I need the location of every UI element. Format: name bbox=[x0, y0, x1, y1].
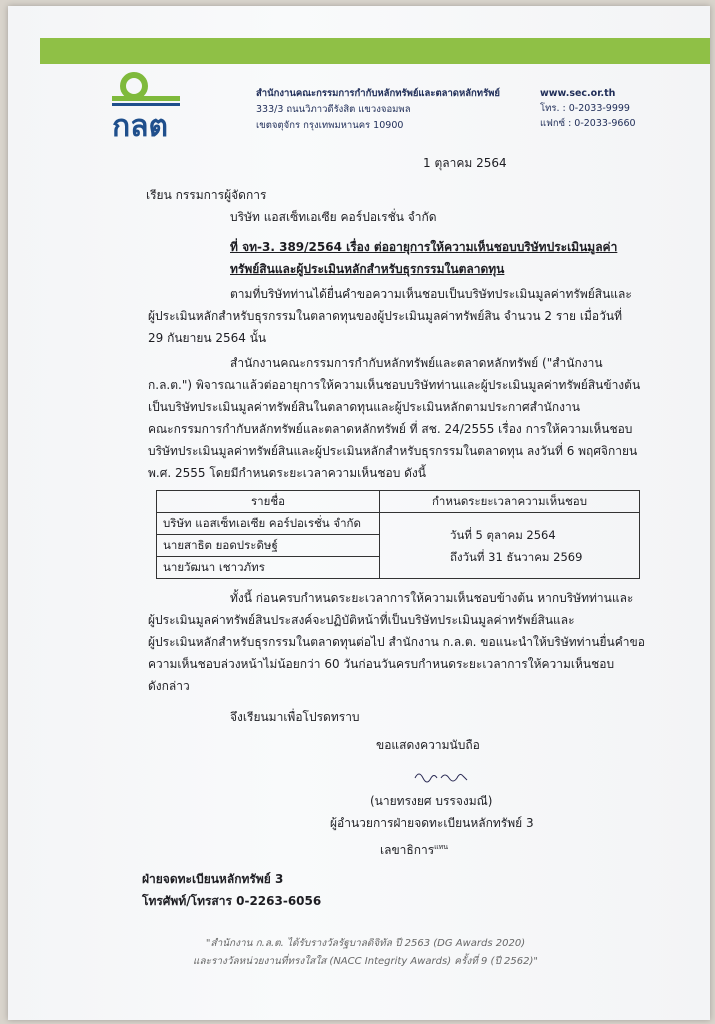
signer-title-secretary bbox=[380, 836, 448, 861]
para2-line: บริษัทประเมินมูลค่าทรัพย์สินและผู้ประเมินหลักสำหรับธุรกรรมในตลาดทุน ลงวันที่ 6 พฤศจิกายน bbox=[148, 444, 638, 458]
para2-line: สำนักงานคณะกรรมการกำกับหลักทรัพย์และตลาดหลักทรัพย์ ("สำนักงาน bbox=[230, 356, 603, 370]
approval-period-cell bbox=[380, 513, 640, 579]
sec-logo bbox=[108, 72, 188, 142]
secretary-label: เลขาธิการ bbox=[380, 843, 435, 857]
table-row-name: นายสาธิต ยอดประดิษฐ์ bbox=[157, 535, 380, 557]
regards: ขอแสดงความนับถือ bbox=[376, 738, 480, 752]
phone: โทร. : 0-2033-9999 bbox=[540, 103, 630, 114]
subject-line-2: ทรัพย์สินและผู้ประเมินหลักสำหรับธุรกรรมในตลาดทุน bbox=[230, 262, 505, 276]
table-row-name: บริษัท แอสเซ็ทเอเซีย คอร์ปอเรชั่น จำกัด bbox=[157, 513, 380, 535]
para2-line: คณะกรรมการกำกับหลักทรัพย์และตลาดหลักทรัพย์ ที่ สช. 24/2555 เรื่อง การให้ความเห็นชอบ bbox=[148, 422, 633, 436]
approval-table bbox=[156, 490, 640, 579]
org-name: สำนักงานคณะกรรมการกำกับหลักทรัพย์และตลาดหลักทรัพย์ bbox=[256, 88, 500, 99]
subject-line-1: ที่ จท-3. 389/2564 เรื่อง ต่ออายุการให้ความเห็นชอบบริษัทประเมินมูลค่า bbox=[230, 240, 618, 254]
para3-line: ความเห็นชอบล่วงหน้าไม่น้อยกว่า 60 วันก่อนวันครบกำหนดระยะเวลาการให้ความเห็นชอบ bbox=[148, 657, 615, 671]
svg-text:กลต: กลต bbox=[112, 109, 169, 142]
salutation: เรียน กรรมการผู้จัดการ bbox=[146, 188, 267, 202]
org-address-line2: เขตจตุจักร กรุงเทพมหานคร 10900 bbox=[256, 120, 404, 131]
para2-line: ก.ล.ต.") พิจารณาแล้วต่ออายุการให้ความเห็นชอบบริษัทท่านและผู้ประเมินมูลค่าทรัพย์สินข้างต้น bbox=[148, 378, 641, 392]
letter-date: 1 ตุลาคม 2564 bbox=[423, 156, 507, 170]
fax: แฟกซ์ : 0-2033-9660 bbox=[540, 118, 636, 129]
letter-page bbox=[8, 6, 710, 1020]
para2-line: เป็นบริษัทประเมินมูลค่าทรัพย์สินในตลาดทุนและผู้ประเมินหลักตามประกาศสำนักงาน bbox=[148, 400, 580, 414]
table-row-name: นายวัฒนา เชาวภัทร bbox=[157, 557, 380, 579]
para1-line: 29 กันยายน 2564 นั้น bbox=[148, 331, 267, 345]
period-end: ถึงวันที่ 31 ธันวาคม 2569 bbox=[450, 549, 583, 564]
closing: จึงเรียนมาเพื่อโปรดทราบ bbox=[230, 710, 360, 724]
org-block bbox=[256, 86, 500, 134]
contact-block bbox=[540, 86, 636, 131]
website: www.sec.or.th bbox=[540, 88, 616, 99]
award-note-line2: และรางวัลหน่วยงานที่ทรงใสใส (NACC Integrity Awards) ครั้งที่ 9 (ปี 2562)" bbox=[193, 956, 538, 967]
para3-line: ผู้ประเมินหลักสำหรับธุรกรรมในตลาดทุนต่อไป สำนักงาน ก.ล.ต. ขอแนะนำให้บริษัทท่านยื่นคำขอ bbox=[148, 635, 645, 649]
department-phone: โทรศัพท์/โทรสาร 0-2263-6056 bbox=[142, 894, 322, 908]
para3-line: ผู้ประเมินมูลค่าทรัพย์สินประสงค์จะปฏิบัติหน้าที่เป็นบริษัทประเมินมูลค่าทรัพย์สินและ bbox=[148, 613, 575, 627]
para1-line: ตามที่บริษัทท่านได้ยื่นคำขอความเห็นชอบเป็นบริษัทประเมินมูลค่าทรัพย์สินและ bbox=[230, 287, 632, 301]
handwritten-signature bbox=[413, 766, 473, 786]
period-start: วันที่ 5 ตุลาคม 2564 bbox=[450, 527, 556, 542]
para2-line: พ.ศ. 2555 โดยมีกำหนดระยะเวลาความเห็นชอบ ดังนี้ bbox=[148, 466, 426, 480]
award-note-line1: "สำนักงาน ก.ล.ต. ได้รับรางวัลรัฐบาลดิจิทัล ปี 2563 (DG Awards 2020) bbox=[205, 938, 526, 949]
recipient: บริษัท แอสเซ็ทเอเซีย คอร์ปอเรชั่น จำกัด bbox=[230, 210, 437, 224]
header-accent-bar bbox=[40, 38, 710, 64]
para1-line: ผู้ประเมินหลักสำหรับธุรกรรมในตลาดทุนของผู้ประเมินมูลค่าทรัพย์สิน จำนวน 2 ราย เมื่อวันที่ bbox=[148, 309, 622, 323]
signer-title: ผู้อำนวยการฝ่ายจดทะเบียนหลักทรัพย์ 3 bbox=[330, 816, 534, 830]
on-behalf-marker: แทน bbox=[434, 843, 449, 851]
signer-name: (นายทรงยศ บรรจงมณี) bbox=[370, 794, 493, 808]
department: ฝ่ายจดทะเบียนหลักทรัพย์ 3 bbox=[142, 872, 284, 886]
para3-line: ทั้งนี้ ก่อนครบกำหนดระยะเวลาการให้ความเห็นชอบข้างต้น หากบริษัทท่านและ bbox=[230, 591, 634, 605]
para3-line: ดังกล่าว bbox=[148, 679, 190, 693]
table-header-name: รายชื่อ bbox=[157, 491, 380, 513]
org-address-line1: 333/3 ถนนวิภาวดีรังสิต แขวงจอมพล bbox=[256, 104, 411, 115]
table-header-period: กำหนดระยะเวลาความเห็นชอบ bbox=[380, 491, 640, 513]
